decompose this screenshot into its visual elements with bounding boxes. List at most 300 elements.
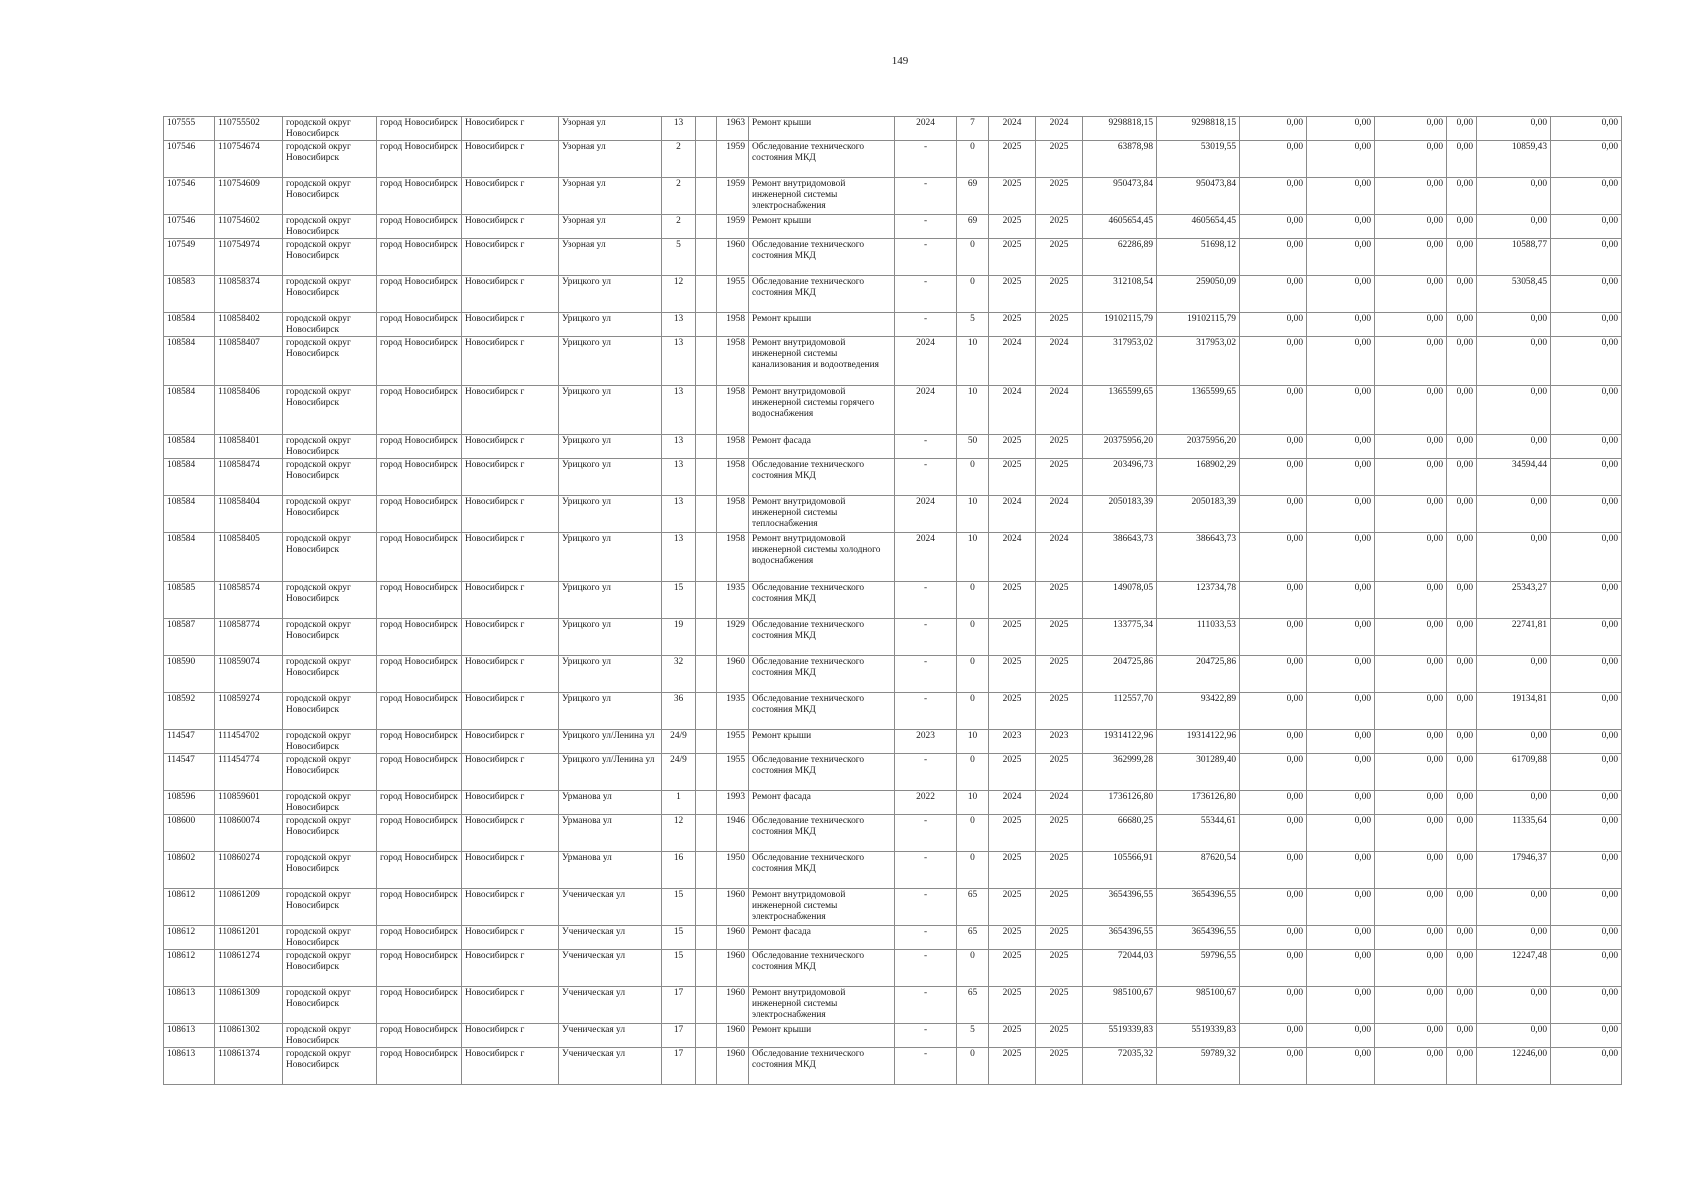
cell-sum-4: 0,00 [1447,435,1477,459]
table-row [164,852,1622,889]
cell-code: 110858402 [215,313,283,337]
cell-index: 0 [957,754,989,791]
cell-sum-2: 0,00 [1307,533,1375,582]
cell-plan-year: - [895,754,957,791]
cell-plan-year: - [895,926,957,950]
cell-building [696,582,717,619]
cell-sum-fund: 4605654,45 [1157,215,1240,239]
cell-year-start: 2025 [989,926,1036,950]
cell-plan-year: - [895,459,957,496]
cell-municipality: городской округ Новосибирск [283,730,377,754]
cell-build-year: 1959 [717,178,749,215]
cell-sum-fund: 317953,02 [1157,337,1240,386]
cell-sum-6: 0,00 [1551,656,1622,693]
table-row [164,889,1622,926]
cell-year-start: 2025 [989,619,1036,656]
cell-sum-2: 0,00 [1307,730,1375,754]
cell-year-end: 2025 [1036,1048,1083,1085]
cell-year-start: 2024 [989,533,1036,582]
cell-municipality: городской округ Новосибирск [283,693,377,730]
cell-settlement: город Новосибирск [377,889,462,926]
cell-sum-4: 0,00 [1447,459,1477,496]
cell-building [696,791,717,815]
cell-sum-total: 4605654,45 [1083,215,1157,239]
cell-sum-6: 0,00 [1551,1024,1622,1048]
cell-id: 108587 [164,619,215,656]
cell-work-type: Ремонт внутридомовой инженерной системы электроснабжения [749,178,895,215]
cell-sum-6: 0,00 [1551,337,1622,386]
cell-building [696,754,717,791]
cell-code: 110755502 [215,117,283,141]
cell-year-start: 2025 [989,950,1036,987]
table-row [164,1048,1622,1085]
cell-sum-5: 0,00 [1477,215,1551,239]
cell-sum-fund: 1365599,65 [1157,386,1240,435]
cell-id: 108592 [164,693,215,730]
cell-code: 110861309 [215,987,283,1024]
cell-code: 110858474 [215,459,283,496]
cell-sum-4: 0,00 [1447,791,1477,815]
cell-plan-year: 2024 [895,386,957,435]
cell-sum-total: 5519339,83 [1083,1024,1157,1048]
cell-sum-fund: 985100,67 [1157,987,1240,1024]
cell-sum-4: 0,00 [1447,693,1477,730]
cell-house: 13 [662,459,696,496]
cell-id: 108612 [164,889,215,926]
cell-year-end: 2025 [1036,987,1083,1024]
cell-sum-2: 0,00 [1307,1024,1375,1048]
cell-year-end: 2024 [1036,533,1083,582]
cell-sum-3: 0,00 [1375,459,1447,496]
cell-city: Новосибирск г [462,276,559,313]
cell-year-end: 2025 [1036,889,1083,926]
cell-municipality: городской округ Новосибирск [283,656,377,693]
cell-plan-year: - [895,1048,957,1085]
cell-sum-1: 0,00 [1240,754,1307,791]
cell-year-start: 2025 [989,656,1036,693]
cell-settlement: город Новосибирск [377,987,462,1024]
cell-sum-2: 0,00 [1307,791,1375,815]
cell-id: 108612 [164,950,215,987]
cell-building [696,987,717,1024]
cell-sum-3: 0,00 [1375,1024,1447,1048]
cell-city: Новосибирск г [462,117,559,141]
cell-sum-1: 0,00 [1240,730,1307,754]
cell-municipality: городской округ Новосибирск [283,987,377,1024]
cell-year-start: 2024 [989,117,1036,141]
cell-sum-1: 0,00 [1240,239,1307,276]
cell-build-year: 1935 [717,693,749,730]
cell-id: 108584 [164,533,215,582]
cell-sum-fund: 259050,09 [1157,276,1240,313]
cell-sum-2: 0,00 [1307,276,1375,313]
cell-city: Новосибирск г [462,582,559,619]
cell-sum-4: 0,00 [1447,496,1477,533]
cell-year-start: 2025 [989,889,1036,926]
cell-code: 110861302 [215,1024,283,1048]
cell-house: 16 [662,852,696,889]
cell-plan-year: - [895,582,957,619]
cell-house: 13 [662,117,696,141]
cell-work-type: Обследование технического состояния МКД [749,950,895,987]
cell-sum-6: 0,00 [1551,582,1622,619]
cell-index: 10 [957,533,989,582]
cell-city: Новосибирск г [462,459,559,496]
table-row [164,926,1622,950]
cell-id: 108584 [164,459,215,496]
cell-build-year: 1993 [717,791,749,815]
cell-sum-fund: 111033,53 [1157,619,1240,656]
cell-index: 0 [957,815,989,852]
cell-sum-6: 0,00 [1551,141,1622,178]
cell-sum-4: 0,00 [1447,386,1477,435]
cell-code: 110859601 [215,791,283,815]
cell-code: 110858574 [215,582,283,619]
cell-id: 108584 [164,313,215,337]
cell-work-type: Ремонт крыши [749,730,895,754]
cell-sum-6: 0,00 [1551,815,1622,852]
cell-settlement: город Новосибирск [377,582,462,619]
cell-city: Новосибирск г [462,791,559,815]
cell-code: 110858406 [215,386,283,435]
cell-sum-3: 0,00 [1375,582,1447,619]
cell-plan-year: 2024 [895,496,957,533]
cell-index: 0 [957,656,989,693]
cell-settlement: город Новосибирск [377,435,462,459]
cell-sum-1: 0,00 [1240,693,1307,730]
cell-sum-1: 0,00 [1240,926,1307,950]
cell-work-type: Обследование технического состояния МКД [749,619,895,656]
cell-year-start: 2025 [989,141,1036,178]
cell-settlement: город Новосибирск [377,533,462,582]
cell-plan-year: - [895,987,957,1024]
cell-house: 12 [662,815,696,852]
cell-house: 1 [662,791,696,815]
cell-building [696,926,717,950]
cell-sum-total: 105566,91 [1083,852,1157,889]
cell-year-end: 2025 [1036,215,1083,239]
table-row [164,276,1622,313]
cell-street: Урицкого ул [559,313,662,337]
table-row [164,178,1622,215]
cell-sum-1: 0,00 [1240,178,1307,215]
cell-sum-fund: 55344,61 [1157,815,1240,852]
cell-work-type: Ремонт крыши [749,1024,895,1048]
cell-sum-total: 985100,67 [1083,987,1157,1024]
cell-id: 107549 [164,239,215,276]
cell-index: 0 [957,693,989,730]
cell-house: 13 [662,337,696,386]
cell-work-type: Обследование технического состояния МКД [749,656,895,693]
cell-sum-6: 0,00 [1551,276,1622,313]
cell-year-start: 2025 [989,435,1036,459]
cell-house: 19 [662,619,696,656]
cell-build-year: 1958 [717,313,749,337]
cell-sum-total: 317953,02 [1083,337,1157,386]
cell-index: 10 [957,730,989,754]
table-row [164,730,1622,754]
cell-settlement: город Новосибирск [377,313,462,337]
cell-sum-1: 0,00 [1240,117,1307,141]
cell-sum-fund: 2050183,39 [1157,496,1240,533]
cell-plan-year: - [895,141,957,178]
cell-settlement: город Новосибирск [377,1024,462,1048]
cell-work-type: Обследование технического состояния МКД [749,276,895,313]
cell-index: 69 [957,178,989,215]
cell-sum-4: 0,00 [1447,889,1477,926]
cell-work-type: Ремонт внутридомовой инженерной системы электроснабжения [749,889,895,926]
cell-street: Урицкого ул/Ленина ул [559,730,662,754]
cell-sum-6: 0,00 [1551,178,1622,215]
cell-municipality: городской округ Новосибирск [283,459,377,496]
cell-code: 111454702 [215,730,283,754]
cell-build-year: 1960 [717,239,749,276]
cell-id: 114547 [164,754,215,791]
cell-sum-6: 0,00 [1551,791,1622,815]
cell-sum-1: 0,00 [1240,1024,1307,1048]
cell-settlement: город Новосибирск [377,178,462,215]
cell-sum-6: 0,00 [1551,386,1622,435]
cell-build-year: 1958 [717,435,749,459]
cell-municipality: городской округ Новосибирск [283,791,377,815]
cell-municipality: городской округ Новосибирск [283,754,377,791]
cell-sum-4: 0,00 [1447,117,1477,141]
cell-build-year: 1958 [717,386,749,435]
cell-id: 108584 [164,386,215,435]
cell-year-start: 2025 [989,852,1036,889]
cell-settlement: город Новосибирск [377,693,462,730]
cell-municipality: городской округ Новосибирск [283,435,377,459]
cell-sum-5: 12246,00 [1477,1048,1551,1085]
cell-street: Урманова ул [559,791,662,815]
cell-sum-1: 0,00 [1240,215,1307,239]
cell-sum-2: 0,00 [1307,582,1375,619]
cell-plan-year: - [895,239,957,276]
cell-sum-fund: 386643,73 [1157,533,1240,582]
cell-index: 0 [957,276,989,313]
cell-street: Урицкого ул [559,435,662,459]
cell-city: Новосибирск г [462,619,559,656]
cell-year-start: 2024 [989,496,1036,533]
cell-code: 110858405 [215,533,283,582]
cell-year-start: 2025 [989,987,1036,1024]
cell-year-start: 2025 [989,313,1036,337]
cell-municipality: городской округ Новосибирск [283,215,377,239]
table-row [164,815,1622,852]
cell-street: Ученическая ул [559,889,662,926]
cell-work-type: Ремонт крыши [749,313,895,337]
cell-building [696,276,717,313]
cell-sum-1: 0,00 [1240,791,1307,815]
cell-house: 13 [662,533,696,582]
cell-settlement: город Новосибирск [377,852,462,889]
cell-settlement: город Новосибирск [377,656,462,693]
cell-building [696,386,717,435]
cell-sum-5: 0,00 [1477,987,1551,1024]
cell-sum-4: 0,00 [1447,1024,1477,1048]
cell-street: Урицкого ул [559,276,662,313]
cell-id: 108602 [164,852,215,889]
cell-code: 110858374 [215,276,283,313]
cell-municipality: городской округ Новосибирск [283,141,377,178]
cell-sum-3: 0,00 [1375,791,1447,815]
cell-building [696,619,717,656]
cell-sum-4: 0,00 [1447,582,1477,619]
cell-sum-3: 0,00 [1375,926,1447,950]
cell-index: 0 [957,141,989,178]
cell-sum-3: 0,00 [1375,815,1447,852]
cell-sum-6: 0,00 [1551,313,1622,337]
cell-municipality: городской округ Новосибирск [283,582,377,619]
cell-build-year: 1963 [717,117,749,141]
cell-id: 107555 [164,117,215,141]
cell-sum-6: 0,00 [1551,459,1622,496]
cell-city: Новосибирск г [462,337,559,386]
cell-year-end: 2025 [1036,950,1083,987]
cell-building [696,313,717,337]
cell-city: Новосибирск г [462,656,559,693]
cell-index: 0 [957,852,989,889]
table-row [164,337,1622,386]
cell-house: 17 [662,1048,696,1085]
cell-sum-4: 0,00 [1447,815,1477,852]
cell-street: Узорная ул [559,117,662,141]
cell-id: 107546 [164,215,215,239]
cell-sum-total: 203496,73 [1083,459,1157,496]
cell-sum-2: 0,00 [1307,386,1375,435]
cell-plan-year: 2024 [895,533,957,582]
cell-sum-4: 0,00 [1447,337,1477,386]
cell-year-end: 2024 [1036,386,1083,435]
cell-sum-2: 0,00 [1307,987,1375,1024]
cell-building [696,337,717,386]
cell-settlement: город Новосибирск [377,815,462,852]
cell-settlement: город Новосибирск [377,619,462,656]
cell-sum-3: 0,00 [1375,435,1447,459]
cell-building [696,239,717,276]
cell-index: 0 [957,459,989,496]
cell-code: 110754674 [215,141,283,178]
cell-sum-fund: 3654396,55 [1157,926,1240,950]
cell-plan-year: 2022 [895,791,957,815]
cell-plan-year: - [895,178,957,215]
cell-sum-total: 950473,84 [1083,178,1157,215]
cell-id: 108585 [164,582,215,619]
table-body [164,117,1622,1085]
cell-sum-fund: 950473,84 [1157,178,1240,215]
cell-sum-total: 62286,89 [1083,239,1157,276]
cell-city: Новосибирск г [462,754,559,791]
cell-sum-total: 63878,98 [1083,141,1157,178]
cell-code: 110858401 [215,435,283,459]
cell-work-type: Обследование технического состояния МКД [749,852,895,889]
cell-id: 107546 [164,141,215,178]
cell-id: 108613 [164,1048,215,1085]
cell-sum-6: 0,00 [1551,435,1622,459]
cell-work-type: Обследование технического состояния МКД [749,693,895,730]
cell-building [696,178,717,215]
cell-sum-1: 0,00 [1240,386,1307,435]
cell-settlement: город Новосибирск [377,117,462,141]
cell-street: Урицкого ул [559,459,662,496]
cell-sum-1: 0,00 [1240,459,1307,496]
cell-sum-2: 0,00 [1307,815,1375,852]
cell-year-end: 2025 [1036,141,1083,178]
cell-city: Новосибирск г [462,1048,559,1085]
table-row [164,386,1622,435]
cell-municipality: городской округ Новосибирск [283,276,377,313]
cell-sum-total: 1736126,80 [1083,791,1157,815]
cell-id: 108584 [164,337,215,386]
cell-sum-2: 0,00 [1307,435,1375,459]
cell-plan-year: - [895,619,957,656]
cell-sum-6: 0,00 [1551,889,1622,926]
cell-year-start: 2025 [989,178,1036,215]
cell-settlement: город Новосибирск [377,276,462,313]
cell-year-end: 2025 [1036,239,1083,276]
cell-work-type: Ремонт внутридомовой инженерной системы электроснабжения [749,987,895,1024]
cell-building [696,117,717,141]
cell-city: Новосибирск г [462,693,559,730]
cell-year-end: 2025 [1036,178,1083,215]
cell-house: 13 [662,386,696,435]
cell-sum-total: 386643,73 [1083,533,1157,582]
cell-work-type: Обследование технического состояния МКД [749,582,895,619]
cell-sum-6: 0,00 [1551,987,1622,1024]
cell-municipality: городской округ Новосибирск [283,337,377,386]
cell-year-end: 2024 [1036,337,1083,386]
cell-sum-2: 0,00 [1307,239,1375,276]
cell-building [696,950,717,987]
cell-street: Ученическая ул [559,950,662,987]
cell-street: Ученическая ул [559,926,662,950]
cell-build-year: 1955 [717,276,749,313]
cell-sum-fund: 19102115,79 [1157,313,1240,337]
cell-municipality: городской округ Новосибирск [283,386,377,435]
cell-sum-1: 0,00 [1240,987,1307,1024]
cell-sum-1: 0,00 [1240,852,1307,889]
cell-sum-1: 0,00 [1240,435,1307,459]
cell-settlement: город Новосибирск [377,496,462,533]
cell-street: Урицкого ул [559,496,662,533]
cell-year-start: 2024 [989,386,1036,435]
capital-repair-table [163,116,1622,1085]
cell-sum-1: 0,00 [1240,533,1307,582]
cell-work-type: Обследование технического состояния МКД [749,754,895,791]
cell-municipality: городской округ Новосибирск [283,117,377,141]
cell-street: Урицкого ул [559,656,662,693]
cell-plan-year: - [895,852,957,889]
cell-sum-6: 0,00 [1551,239,1622,276]
cell-year-end: 2025 [1036,619,1083,656]
cell-sum-2: 0,00 [1307,619,1375,656]
cell-sum-2: 0,00 [1307,496,1375,533]
cell-sum-3: 0,00 [1375,852,1447,889]
cell-house: 24/9 [662,730,696,754]
cell-sum-3: 0,00 [1375,619,1447,656]
cell-sum-5: 0,00 [1477,926,1551,950]
cell-sum-5: 25343,27 [1477,582,1551,619]
cell-year-end: 2024 [1036,791,1083,815]
cell-year-start: 2025 [989,582,1036,619]
cell-build-year: 1960 [717,1024,749,1048]
cell-id: 108613 [164,1024,215,1048]
cell-sum-4: 0,00 [1447,239,1477,276]
cell-house: 15 [662,926,696,950]
cell-id: 108584 [164,435,215,459]
cell-sum-4: 0,00 [1447,754,1477,791]
cell-work-type: Ремонт фасада [749,926,895,950]
